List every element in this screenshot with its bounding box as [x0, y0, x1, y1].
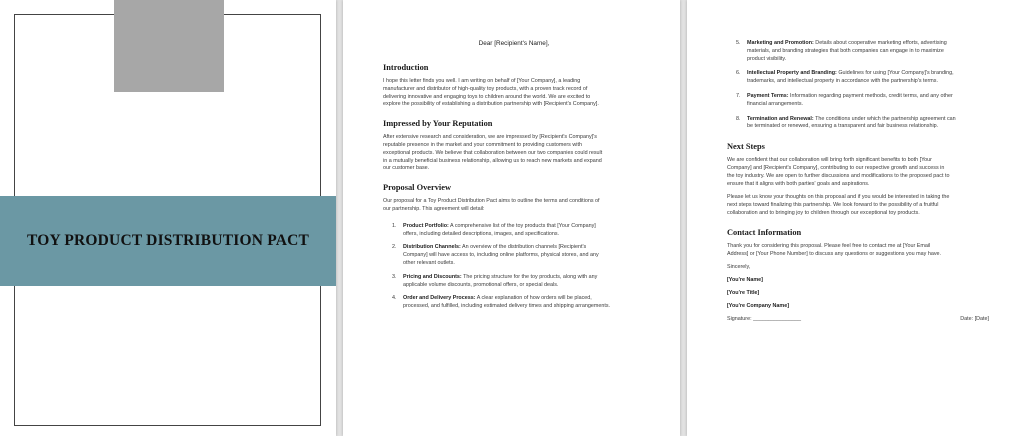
list-number: 4.	[392, 295, 397, 302]
text-line: Our proposal for a Toy Product Distribution Pact aims to outline the terms and conditions of	[383, 198, 600, 205]
list-term: Pricing and Discounts:	[403, 273, 462, 280]
list-number: 6.	[736, 70, 741, 77]
text-line: Address] or [Your Phone Number] to discuss any questions or suggestions you may have.	[727, 250, 942, 257]
text-line: The conditions under which the partnership agreement can	[815, 115, 956, 122]
contact-heading: Contact Information	[727, 227, 802, 237]
text-line: A comprehensive list of the toy products that [Your Company]	[450, 222, 596, 229]
text-line: We are confident that our collaboration will bring forth significant benefits to both [Your	[727, 157, 932, 164]
text-line: materials, and branding strategies that both companies can engage in to maximize	[747, 47, 944, 54]
text-line: collaboration and to bringing joy to children through our exceptional toy products.	[727, 209, 920, 216]
text-line: reputable presence in the market and your commitment to providing customers with	[383, 141, 582, 148]
list-item	[383, 223, 645, 239]
contact-paragraph	[727, 243, 989, 259]
proposal-heading: Proposal Overview	[383, 183, 451, 193]
letter-page-1	[343, 0, 680, 436]
list-number: 2.	[392, 244, 397, 251]
list-term: Order and Delivery Process:	[403, 295, 476, 302]
text-line: An overview of the distribution channels [Recipient's	[462, 244, 587, 251]
text-line: After extensive research and consideration, we are impressed by [Recipient's Company]'s	[383, 134, 597, 141]
text-line: be terminated or renewed, ensuring a transparent and fair business relationship.	[747, 123, 939, 130]
text-line: financial arrangements.	[747, 100, 804, 107]
impressed-heading: Impressed by Your Reputation	[383, 119, 493, 129]
text-line: next steps toward finalizing this partnership. We look forward to the possibility of a fruitful	[727, 202, 939, 209]
text-line: Information regarding payment methods, credit terms, and any other	[790, 92, 953, 99]
signature-row	[727, 316, 989, 324]
list-item	[727, 70, 989, 86]
list-item	[727, 93, 989, 109]
text-line: Guidelines for using [Your Company]'s branding,	[838, 70, 954, 77]
introduction-paragraph	[383, 78, 645, 109]
text-line: A clear explanation of how orders will be placed,	[476, 295, 592, 302]
list-term: Payment Terms:	[747, 92, 789, 99]
text-line: Company] will have access to, including online platforms, physical stores, and any	[403, 252, 599, 259]
list-item	[383, 244, 645, 267]
text-line: our partnership. This agreement will detail:	[383, 205, 485, 212]
text-line: processed, and fulfilled, including estimated delivery times and shipping arrangements.	[403, 303, 611, 310]
signature-label: Signature: ________________	[727, 315, 802, 322]
sender-title: [You're Title]	[727, 289, 760, 296]
sender-company: [You're Company Name]	[727, 302, 789, 309]
salutation: Dear [Recipient's Name],	[478, 40, 550, 47]
text-line: Company] and [Recipient's Company], contributing to our respective growth and success in	[727, 164, 945, 171]
text-line: in a mutually beneficial business relationship, allowing us to reach new markets and expand	[383, 157, 602, 164]
text-line: Please let us know your thoughts on this proposal and if you would be interested in taking the	[727, 194, 950, 201]
text-line: explore the possibility of establishing a distribution partnership with [Recipient's Company].	[383, 101, 599, 108]
text-line: exceptional products. We believe that collaboration between our two companies could result	[383, 149, 603, 156]
text-line: offers, including detailed descriptions, images, and specifications.	[403, 230, 560, 237]
next-steps-paragraph	[727, 157, 989, 188]
cover-title: TOY PRODUCT DISTRIBUTION PACT	[26, 232, 310, 249]
sender-name: [You're Name]	[727, 277, 763, 284]
list-number: 1.	[392, 222, 397, 229]
text-line: product visibility.	[747, 55, 787, 62]
letter-body-2	[727, 40, 989, 323]
text-line: The pricing structure for the toy products, along with any	[463, 273, 598, 280]
list-term: Intellectual Property and Branding:	[747, 70, 837, 77]
text-line: our customer base.	[383, 165, 430, 172]
impressed-paragraph	[383, 134, 645, 173]
closing: Sincerely,	[727, 264, 751, 271]
cover-page	[0, 0, 336, 436]
list-item	[727, 40, 989, 63]
next-steps-paragraph-2	[727, 194, 989, 217]
list-term: Distribution Channels:	[403, 244, 461, 251]
text-line: I hope this letter finds you well. I am writing on behalf of [Your Company], a leading	[383, 78, 581, 84]
list-number: 3.	[392, 273, 397, 280]
text-line: Thank you for considering this proposal. Please feel free to contact me at [Your Email	[727, 242, 931, 249]
text-line: Details about cooperative marketing efforts, advertising	[815, 40, 947, 46]
list-term: Product Portfolio:	[403, 222, 449, 229]
letter-page-2	[687, 0, 1024, 436]
proposal-paragraph	[383, 198, 645, 214]
list-number: 8.	[736, 115, 741, 122]
cover-image-placeholder	[114, 0, 224, 92]
list-term: Marketing and Promotion:	[747, 40, 814, 46]
list-item	[727, 116, 989, 132]
letter-body-1	[383, 40, 645, 311]
text-line: ensure that it aligns with both parties' goals and aspirations.	[727, 180, 870, 187]
list-item	[383, 295, 645, 311]
text-line: delivering innovative and engaging toys to children around the world. We are excited to	[383, 93, 591, 100]
next-steps-heading: Next Steps	[727, 142, 765, 152]
text-line: other relevant outlets.	[403, 259, 455, 266]
list-number: 5.	[736, 40, 741, 46]
list-term: Termination and Renewal:	[747, 115, 814, 122]
list-item	[383, 274, 645, 290]
introduction-heading: Introduction	[383, 63, 429, 72]
text-line: applicable volume discounts, promotional offers, or special deals.	[403, 281, 559, 288]
text-line: the toy industry. We are open to further discussions and modifications to the proposed pact to	[727, 172, 950, 179]
list-number: 7.	[736, 92, 741, 99]
text-line: trademarks, and intellectual property in accordance with the partnership's terms.	[747, 78, 938, 85]
date-label: Date: [Date]	[960, 315, 989, 322]
text-line: manufacturer and distributor of high-quality toy products, with a proven track record of	[383, 85, 588, 92]
